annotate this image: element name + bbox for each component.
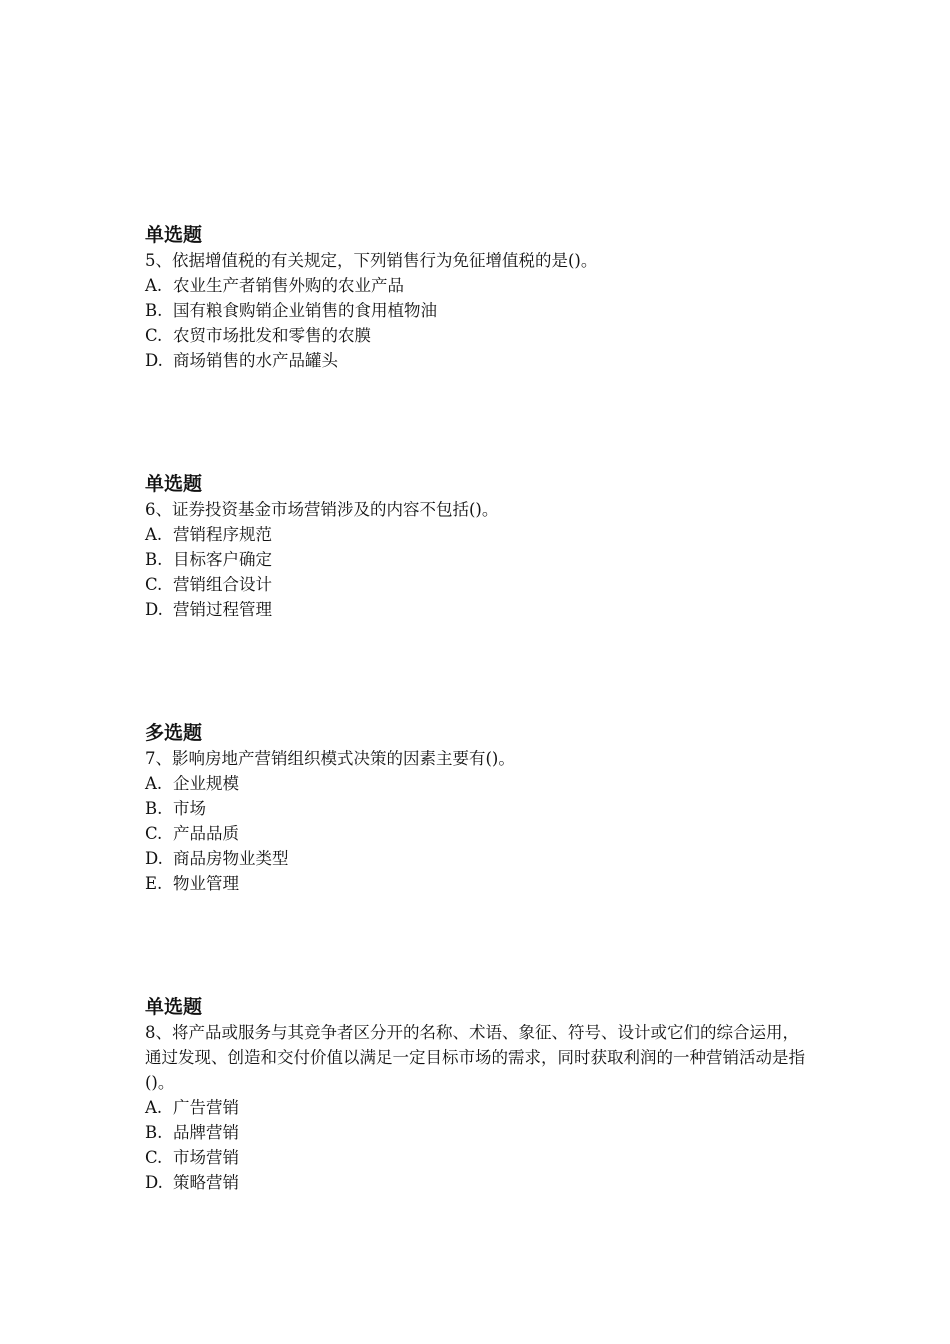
- option-a: [145, 522, 815, 547]
- option-b: [145, 1120, 815, 1145]
- option-letter: B.: [145, 301, 163, 320]
- option-d: [145, 348, 815, 373]
- option-text: 营销程序规范: [173, 525, 272, 544]
- question-7: [145, 720, 815, 896]
- question-stem: 8、将产品或服务与其竞争者区分开的名称、术语、象征、符号、设计或它们的综合运用，通过发现、创造和交付价值以满足一定目标市场的需求，同时获取利润的一种营销活动是指()。: [145, 1023, 805, 1092]
- question-8: [145, 994, 815, 1195]
- option-letter: C.: [145, 326, 163, 345]
- option-letter: A.: [145, 774, 163, 793]
- option-b: [145, 298, 815, 323]
- option-list: [145, 771, 815, 896]
- option-text: 营销过程管理: [173, 600, 272, 619]
- option-text: 商场销售的水产品罐头: [173, 351, 338, 370]
- option-list: [145, 522, 815, 622]
- option-text: 企业规模: [173, 774, 239, 793]
- option-d: [145, 597, 815, 622]
- question-type-heading: 多选题: [145, 722, 203, 744]
- option-b: [145, 547, 815, 572]
- option-list: [145, 273, 815, 373]
- option-letter: B.: [145, 799, 163, 818]
- question-stem: 6、证券投资基金市场营销涉及的内容不包括()。: [145, 500, 499, 519]
- option-text: 广告营销: [173, 1098, 239, 1117]
- option-list: [145, 1095, 815, 1195]
- option-letter: C.: [145, 1148, 163, 1167]
- option-letter: B.: [145, 1123, 163, 1142]
- option-text: 营销组合设计: [173, 575, 272, 594]
- option-letter: C.: [145, 575, 163, 594]
- option-c: [145, 1145, 815, 1170]
- option-text: 市场营销: [173, 1148, 239, 1167]
- option-letter: A.: [145, 276, 163, 295]
- option-text: 物业管理: [173, 874, 239, 893]
- option-c: [145, 323, 815, 348]
- question-type-heading: 单选题: [145, 224, 203, 246]
- option-b: [145, 796, 815, 821]
- option-c: [145, 821, 815, 846]
- option-a: [145, 1095, 815, 1120]
- option-letter: A.: [145, 525, 163, 544]
- option-c: [145, 572, 815, 597]
- question-6: [145, 471, 815, 622]
- option-text: 国有粮食购销企业销售的食用植物油: [173, 301, 437, 320]
- option-a: [145, 273, 815, 298]
- option-letter: D.: [145, 1173, 163, 1192]
- question-type-heading: 单选题: [145, 473, 203, 495]
- option-text: 品牌营销: [173, 1123, 239, 1142]
- option-text: 产品品质: [173, 824, 239, 843]
- option-letter: C.: [145, 824, 163, 843]
- option-letter: D.: [145, 600, 163, 619]
- option-d: [145, 846, 815, 871]
- option-d: [145, 1170, 815, 1195]
- option-letter: D.: [145, 351, 163, 370]
- option-text: 策略营销: [173, 1173, 239, 1192]
- option-letter: B.: [145, 550, 163, 569]
- option-letter: A.: [145, 1098, 163, 1117]
- question-5: [145, 222, 815, 373]
- option-text: 农贸市场批发和零售的农膜: [173, 326, 371, 345]
- option-letter: E.: [145, 874, 163, 893]
- option-text: 市场: [173, 799, 206, 818]
- question-type-heading: 单选题: [145, 996, 203, 1018]
- option-e: [145, 871, 815, 896]
- option-text: 商品房物业类型: [173, 849, 289, 868]
- option-letter: D.: [145, 849, 163, 868]
- option-a: [145, 771, 815, 796]
- option-text: 目标客户确定: [173, 550, 272, 569]
- question-stem: 5、依据增值税的有关规定，下列销售行为免征增值税的是()。: [145, 251, 598, 270]
- option-text: 农业生产者销售外购的农业产品: [173, 276, 404, 295]
- question-stem: 7、影响房地产营销组织模式决策的因素主要有()。: [145, 749, 515, 768]
